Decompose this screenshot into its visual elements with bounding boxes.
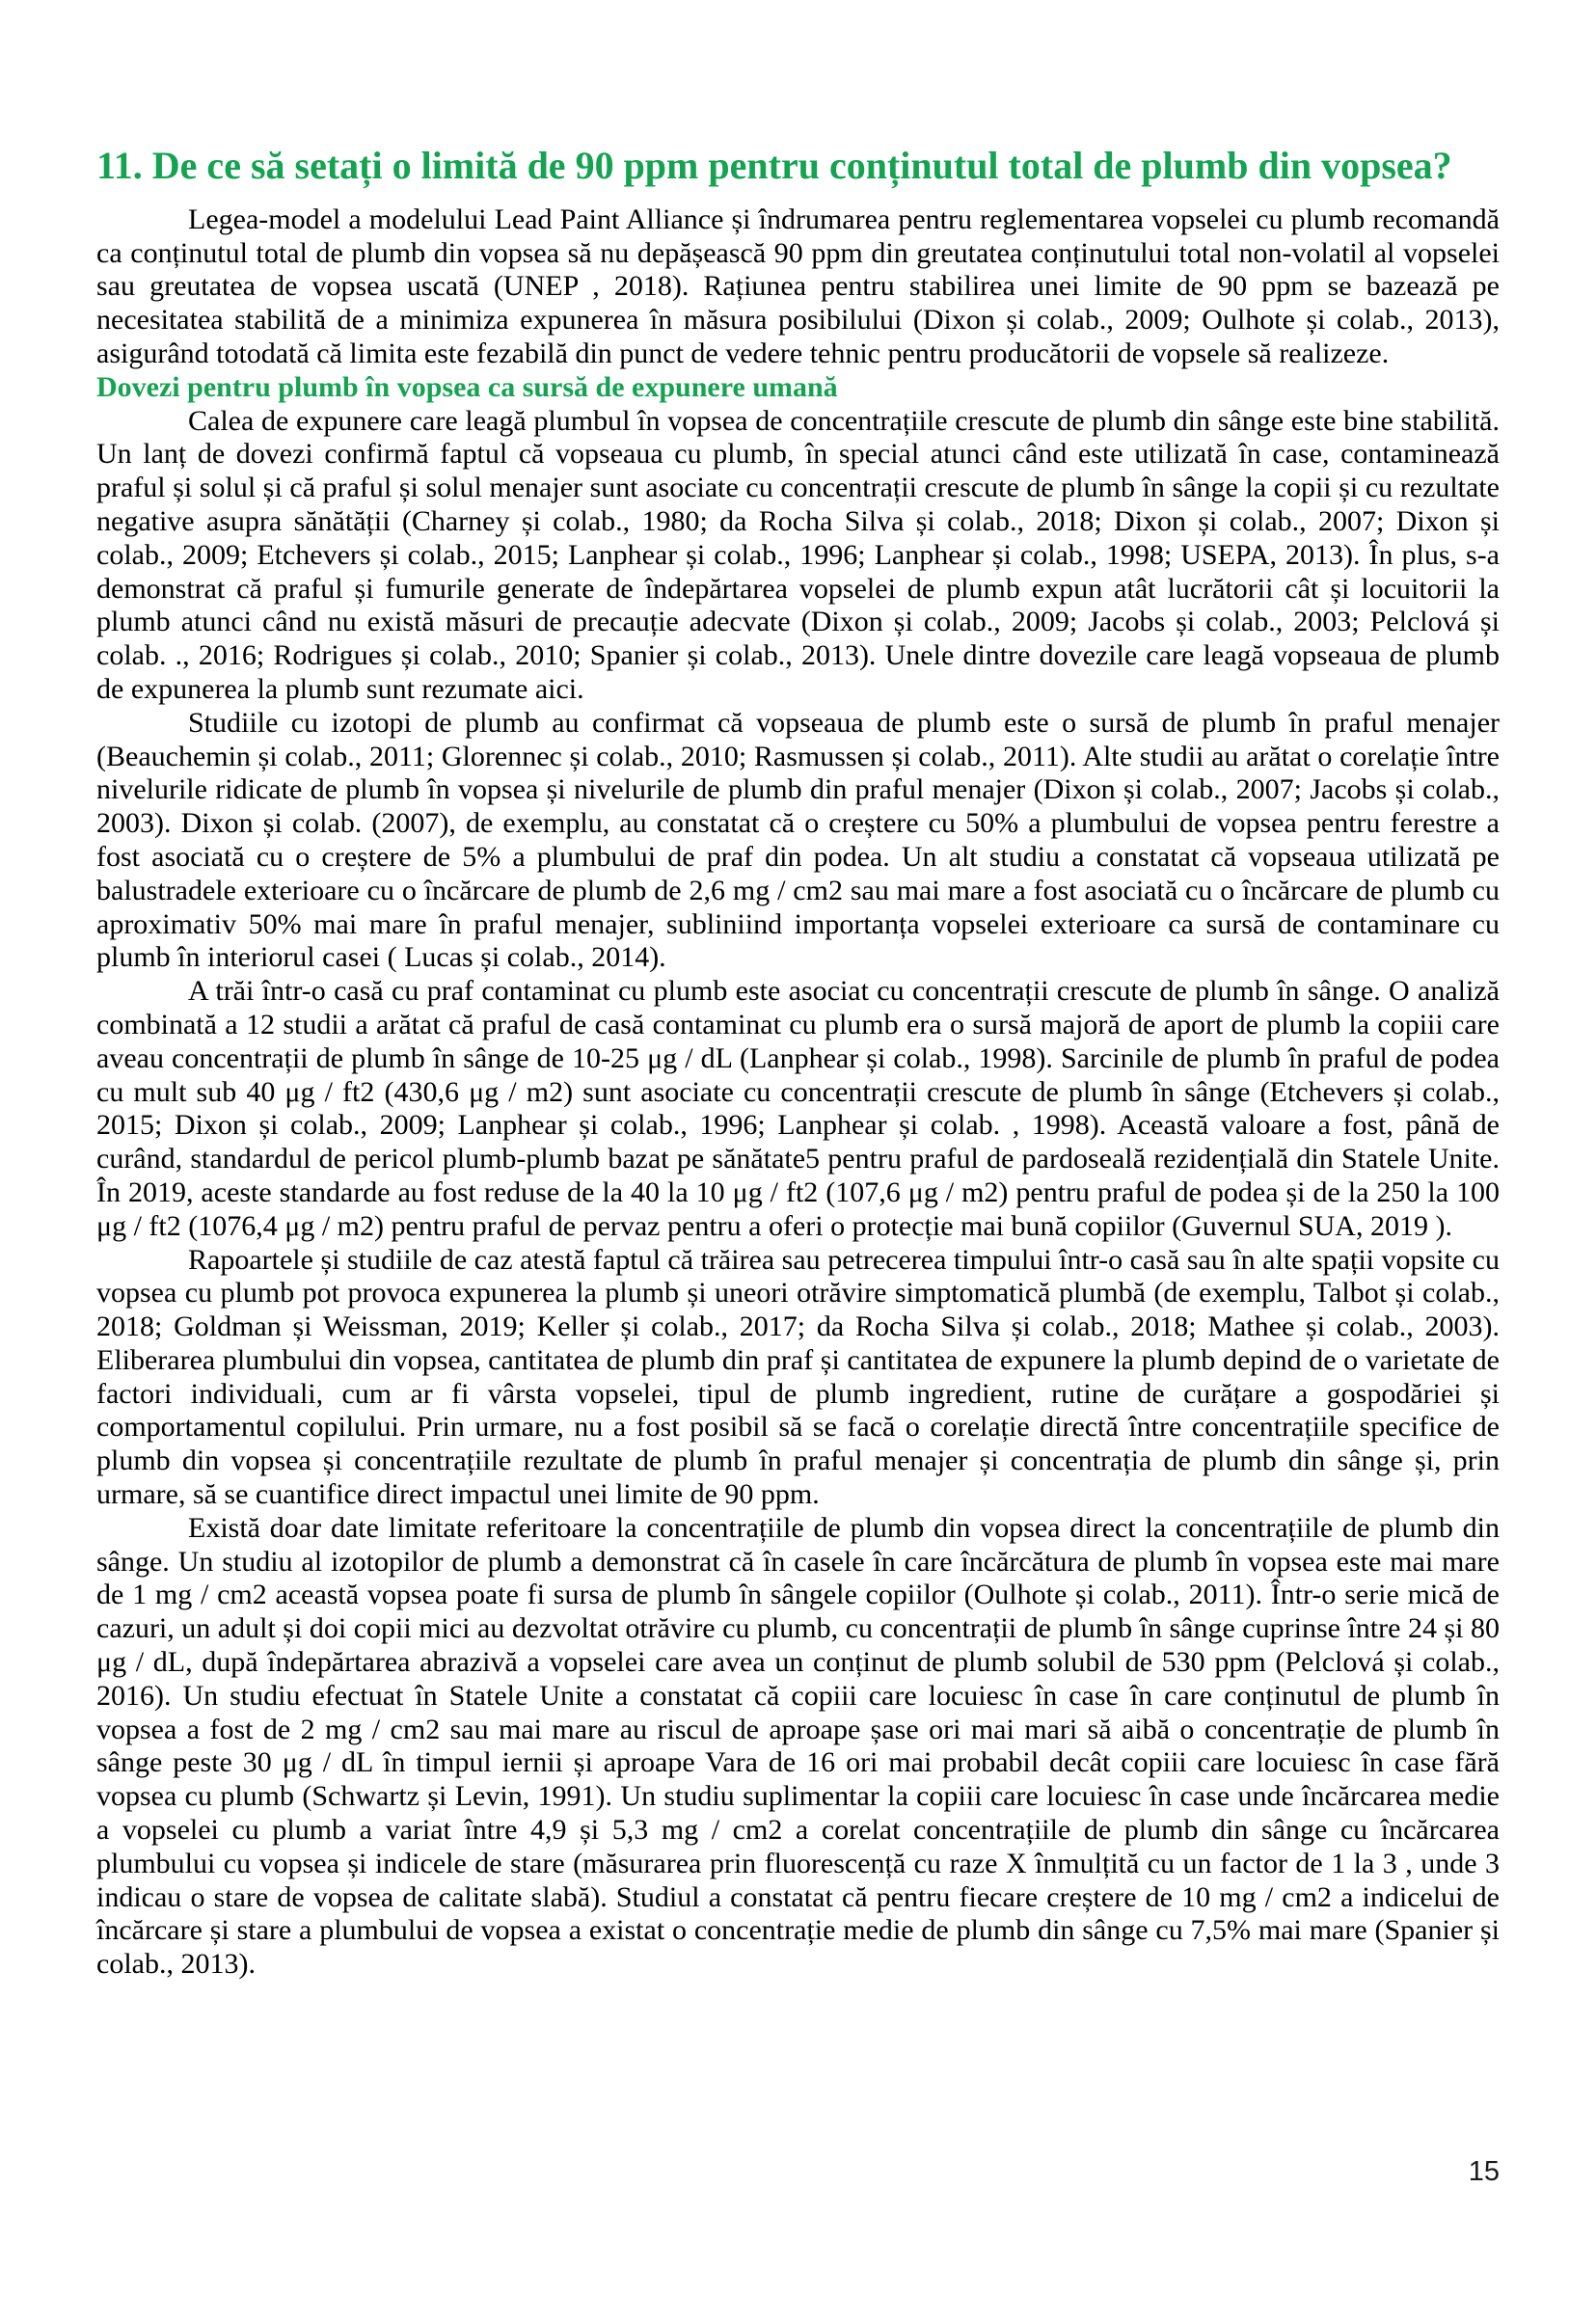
body-paragraph: Studiile cu izotopi de plumb au confirmat că vopseaua de plumb este o sursă de plumb în praful menajer (Beauchemin și colab., 2011; Glorennec și colab., 2010; Rasmussen și colab., 2011). Alte studii au arătat o corelație între nivelurile ridicate de plumb în vopsea și nivelurile de plumb din praful menajer (Dixon și colab., 2007; Jacobs și colab., 2003). Dixon și colab. (2007), de exemplu, au constatat că o creștere cu 50% a plumbului de vopsea pentru ferestre a fost asociată cu o creștere de 5% a plumbului de praf din podea. Un alt studiu a constatat că vopseaua utilizată pe balustradele exterioare cu o încărcare de plumb de 2,6 mg / cm2 sau mai mare a fost asociată cu o încărcare de plumb cu aproximativ 50% mai mare în praful menajer, subliniind importanța vopselei exterioare ca sursă de contaminare cu plumb în interiorul casei ( Lucas și colab., 2014).	[96, 706, 1500, 974]
body-paragraph: Legea-model a modelului Lead Paint Alliance și îndrumarea pentru reglementarea vopselei cu plumb recomandă ca conținutul total de plumb din vopsea să nu depășească 90 ppm din greutatea conținutului total non-volatil al vopselei sau greutatea de vopsea uscată (UNEP , 2018). Rațiunea pentru stabilirea unei limite de 90 ppm se bazează pe necesitatea stabilită de a minimiza expunerea în măsura posibilului (Dixon și colab., 2009; Oulhote și colab., 2013), asigurând totodată că limita este fezabilă din punct de vedere tehnic pentru producătorii de vopsele să realizeze.	[96, 203, 1500, 369]
body-paragraph: Calea de expunere care leagă plumbul în vopsea de concentrațiile crescute de plumb din sânge este bine stabilită. Un lanț de dovezi confirmă faptul că vopseaua cu plumb, în special atunci când este utilizată în case, contaminează praful și solul și că praful și solul menajer sunt asociate cu concentrații crescute de plumb în sânge la copii și cu rezultate negative asupra sănătății (Charney și colab., 1980; da Rocha Silva și colab., 2018; Dixon și colab., 2007; Dixon și colab., 2009; Etchevers și colab., 2015; Lanphear și colab., 1996; Lanphear și colab., 1998; USEPA, 2013). În plus, s-a demonstrat că praful și fumurile generate de îndepărtarea vopselei de plumb expun atât lucrătorii cât și locuitorii la plumb atunci când nu există măsuri de precauție adecvate (Dixon și colab., 2009; Jacobs și colab., 2003; Pelclová și colab. ., 2016; Rodrigues și colab., 2010; Spanier și colab., 2013). Unele dintre dovezile care leagă vopseaua de plumb de expunerea la plumb sunt rezumate aici.	[96, 404, 1500, 705]
body-paragraph: Există doar date limitate referitoare la concentrațiile de plumb din vopsea direct la concentrațiile de plumb din sânge. Un studiu al izotopilor de plumb a demonstrat că în casele în care încărcătura de plumb în vopsea este mai mare de 1 mg / cm2 această vopsea poate fi sursa de plumb în sângele copiilor (Oulhote și colab., 2011). Într-o serie mică de cazuri, un adult și doi copii mici au dezvoltat otrăvire cu plumb, cu concentrații de plumb în sânge cuprinse între 24 și 80 μg / dL, după îndepărtarea abrazivă a vopselei care avea un conținut de plumb solubil de 530 ppm (Pelclová și colab., 2016). Un studiu efectuat în Statele Unite a constatat că copiii care locuiesc în case în care conținutul de plumb în vopsea a fost de 2 mg / cm2 sau mai mare au riscul de aproape șase ori mai mari să aibă o concentrație de plumb în sânge peste 30 μg / dL în timpul iernii și aproape Vara de 16 ori mai probabil decât copiii care locuiesc în case fără vopsea cu plumb (Schwartz și Levin, 1991). Un studiu suplimentar la copiii care locuiesc în case unde încărcarea medie a vopselei cu plumb a variat între 4,9 și 5,3 mg / cm2 a corelat concentrațiile de plumb din sânge cu încărcarea plumbului cu vopsea și indicele de stare (măsurarea prin fluorescență cu raze X înmulțită cu un factor de 1 la 3 , unde 3 indicau o stare de vopsea de calitate slabă). Studiul a constatat că pentru fiecare creștere de 10 mg / cm2 a indicelui de încărcare și stare a plumbului de vopsea a existat o concentrație medie de plumb din sânge cu 7,5% mai mare (Spanier și colab., 2013).	[96, 1511, 1500, 1981]
body-paragraph: A trăi într-o casă cu praf contaminat cu plumb este asociat cu concentrații crescute de plumb în sânge. O analiză combinată a 12 studii a arătat că praful de casă contaminat cu plumb era o sursă majoră de aport de plumb la copiii care aveau concentrații de plumb în sânge de 10-25 μg / dL (Lanphear și colab., 1998). Sarcinile de plumb în praful de podea cu mult sub 40 μg / ft2 (430,6 μg / m2) sunt asociate cu concentrații crescute de plumb în sânge (Etchevers și colab., 2015; Dixon și colab., 2009; Lanphear și colab., 1996; Lanphear și colab. , 1998). Această valoare a fost, până de curând, standardul de pericol plumb-plumb bazat pe sănătate5 pentru praful de pardoseală rezidențială din Statele Unite. În 2019, aceste standarde au fost reduse de la 40 la 10 μg / ft2 (107,6 μg / m2) pentru praful de podea și de la 250 la 100 μg / ft2 (1076,4 μg / m2) pentru praful de pervaz pentru a oferi o protecție mai bună copiilor (Guvernul SUA, 2019 ).	[96, 975, 1500, 1242]
page-number: 15	[1468, 2156, 1500, 2187]
page-title: 11. De ce să setați o limită de 90 ppm pentru conținutul total de plumb din vopsea?	[96, 144, 1452, 187]
body-paragraph: Rapoartele și studiile de caz atestă faptul că trăirea sau petrecerea timpului într-o casă sau în alte spații vopsite cu vopsea cu plumb pot provoca expunerea la plumb și uneori otrăvire simptomatică plumbă (de exemplu, Talbot și colab., 2018; Goldman și Weissman, 2019; Keller și colab., 2017; da Rocha Silva și colab., 2018; Mathee și colab., 2003). Eliberarea plumbului din vopsea, cantitatea de plumb din praf și cantitatea de expunere la plumb depind de o varietate de factori individuali, cum ar fi vârsta vopselei, tipul de plumb ingredient, rutine de curățare a gospodăriei și comportamentul copilului. Prin urmare, nu a fost posibil să se facă o corelație directă între concentrațiile specifice de plumb din vopsea și concentrațiile rezultate de plumb în praful menajer și concentrația de plumb din sânge și, prin urmare, să se cuantifice direct impactul unei limite de 90 ppm.	[96, 1243, 1500, 1511]
page-content	[96, 141, 1500, 1982]
section-heading: Dovezi pentru plumb în vopsea ca sursă de expunere umană	[96, 370, 838, 403]
